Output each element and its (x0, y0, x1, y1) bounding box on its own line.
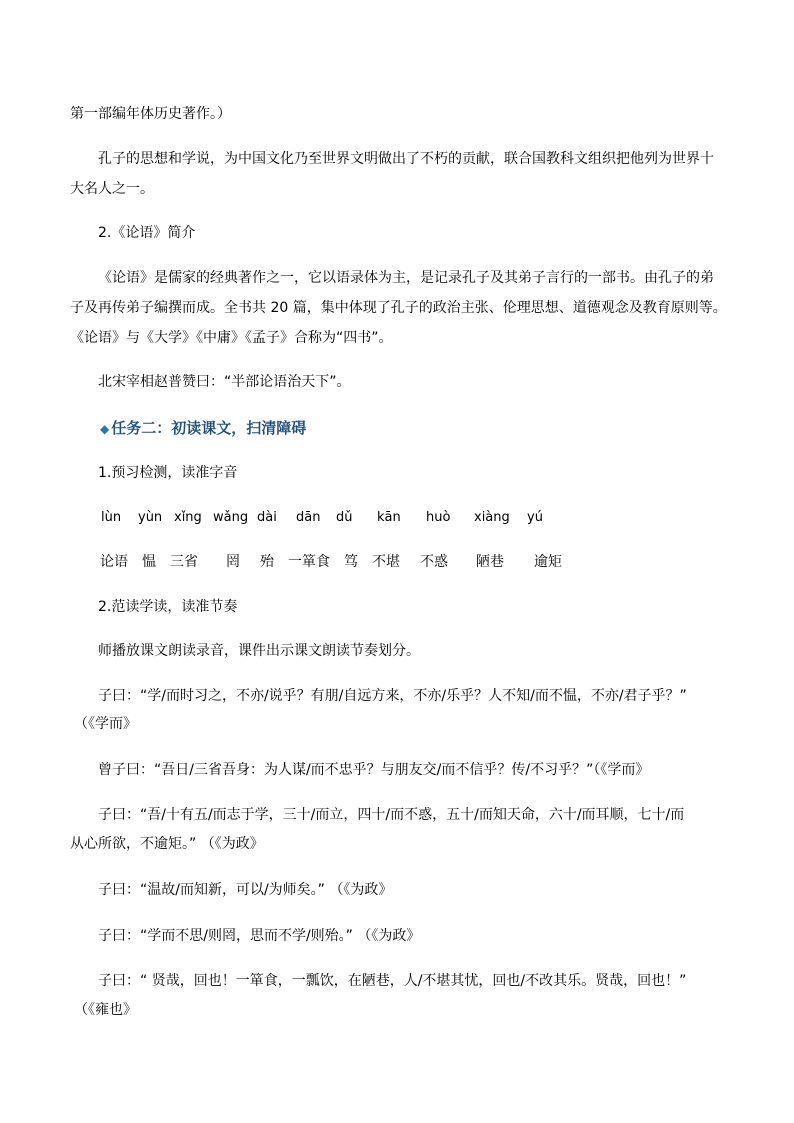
preview-label: 1.预习检测，读准字音 (98, 465, 238, 481)
pinyin-item: yùn (138, 510, 163, 525)
pinyin-item: yú (527, 510, 543, 525)
quote-3-line-1: 子曰：“吾/十有五/而志于学，三十/而立，四十/而不惑，五十/而知天命，六十/而耳顺，七十/而 (98, 807, 685, 823)
lunyu-intro-line-2: 子及再传弟子编撰而成。全书共 20 篇，集中体现了孔子的政治主张、伦理思想、道德观念及教育原则等。 (70, 300, 727, 316)
pinyin-item: wǎng (213, 510, 249, 525)
reading-label: 2.范读学读，读准节奏 (98, 599, 238, 615)
confucius-contribution-line-2: 大名人之一。 (70, 181, 154, 197)
reading-instruction: 师播放课文朗读录音，课件出示课文朗读节奏划分。 (98, 643, 420, 659)
lunyu-intro-line-1: 《论语》是儒家的经典著作之一，它以语录体为主，是记录孔子及其弟子言行的一部书。由孔子的弟 (98, 270, 714, 286)
pinyin-item: xǐng (174, 510, 202, 525)
word-item: 罔 (226, 554, 240, 570)
diamond-icon: ◆ (100, 422, 110, 436)
quote-6-line-1: 子曰：“ 贤哉，回也！一箪食，一瓢饮，在陋巷，人/不堪其忧，回也/不改其乐。贤哉，回也！” (98, 973, 687, 989)
pinyin-item: huò (426, 510, 451, 525)
lunyu-intro-line-3: 《论语》与《大学》《中庸》《孟子》合称为“四书”。 (70, 330, 393, 346)
word-item: 不惑 (420, 554, 448, 570)
section-title-lunyu-intro: 2.《论语》简介 (98, 225, 196, 241)
word-item: 陋巷 (476, 554, 504, 570)
intro-paragraph-tail: 第一部编年体历史著作。） (70, 106, 231, 122)
quote-2: 曾子曰：“吾日/三省吾身：为人谋/而不忠乎？与朋友交/而不信乎？传/不习乎？”（《学而》 (98, 762, 650, 778)
task-two-title: 任务二：初读课文，扫清障碍 (111, 419, 307, 437)
pinyin-item: kān (377, 510, 401, 525)
quote-5: 子曰：“学而不思/则罔，思而不学/则殆。” （《为政》 (98, 928, 421, 944)
word-item: 殆 (260, 554, 274, 570)
quote-4: 子曰：“温故/而知新，可以/为师矣。” （《为政》 (98, 882, 393, 898)
word-item: 笃 (344, 554, 358, 570)
pinyin-item: dǔ (336, 510, 353, 525)
word-item: 三省 (170, 554, 198, 570)
confucius-contribution-line-1: 孔子的思想和学说，为中国文化乃至世界文明做出了不朽的贡献，联合国教科文组织把他列为世界十 (98, 151, 714, 167)
pinyin-item: dān (296, 510, 321, 525)
quote-1-line-1: 子曰：“学/而时习之，不亦/说乎？有朋/自远方来，不亦/乐乎？人不知/而不愠，不亦/君子乎？” (98, 688, 687, 704)
word-item: 愠 (142, 554, 156, 570)
word-item: 逾矩 (534, 554, 562, 570)
pinyin-item: lùn (101, 510, 122, 525)
quote-6-line-2: （《雍也》 (74, 1002, 137, 1018)
pinyin-item: dài (257, 510, 277, 525)
quote-3-line-2: 从心所欲，不逾矩。” （《为政》 (70, 836, 264, 852)
pinyin-item: xiàng (474, 510, 510, 525)
word-item: 一箪食 (288, 554, 330, 570)
word-item: 论语 (100, 554, 128, 570)
quote-1-line-2: （《学而》 (74, 716, 137, 732)
word-item: 不堪 (372, 554, 400, 570)
task-two-heading (100, 418, 306, 439)
zhao-pu-quote: 北宋宰相赵普赞曰：“半部论语治天下”。 (98, 374, 351, 390)
